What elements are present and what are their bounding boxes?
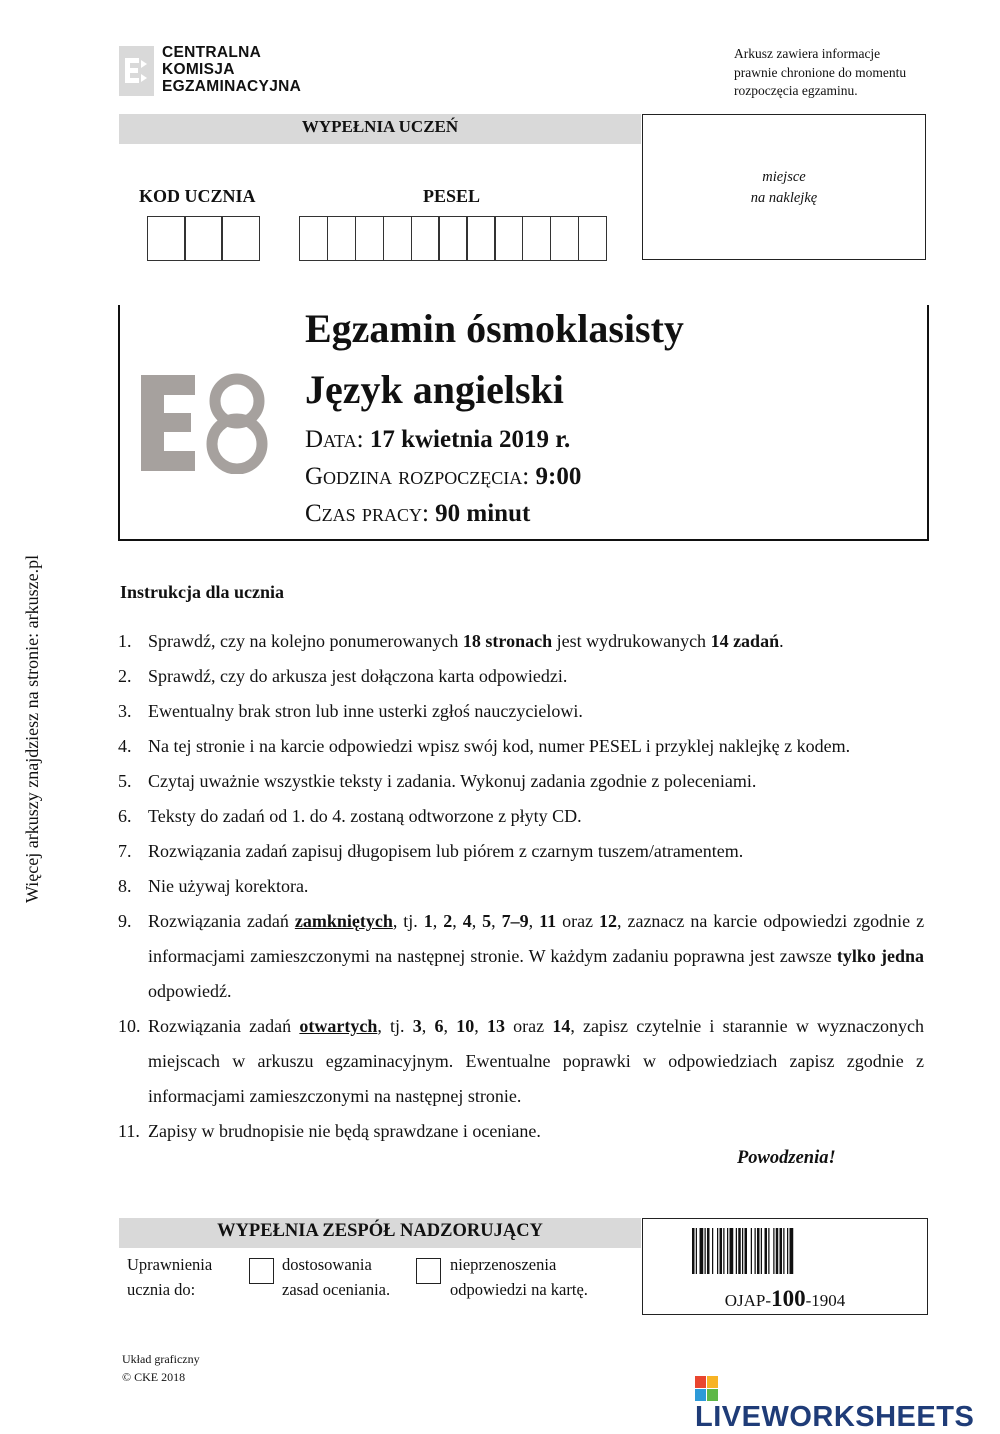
instruction-item <box>118 1009 924 1114</box>
barcode-bar <box>751 1228 752 1274</box>
instruction-item <box>118 799 924 834</box>
barcode-bar <box>723 1228 724 1274</box>
barcode-bar <box>773 1228 774 1274</box>
instruction-text-run: oraz <box>504 1016 553 1036</box>
instruction-emphasis: 7–9 <box>501 911 529 931</box>
sheet-code <box>642 1286 928 1312</box>
liveworksheets-watermark <box>695 1376 1000 1434</box>
sticker-line: miejsce <box>762 169 806 185</box>
exam-duration <box>305 500 530 528</box>
exam-date-value: 17 kwietnia 2019 r. <box>369 426 571 453</box>
student-code-label: KOD UCZNIA <box>139 186 256 206</box>
protected-note-line: Arkusz zawiera informacje <box>734 46 881 61</box>
instruction-number: 4. <box>118 736 132 756</box>
instruction-number: 9. <box>118 911 132 931</box>
instruction-text-run: Rozwiązania zadań <box>148 1016 300 1036</box>
instruction-number: 7. <box>118 841 132 861</box>
barcode-bar <box>696 1228 697 1274</box>
instruction-text-run: , <box>474 1016 487 1036</box>
instruction-number: 1. <box>118 631 132 651</box>
instruction-number: 3. <box>118 701 132 721</box>
barcode-bar <box>780 1228 783 1274</box>
barcode-bar <box>720 1228 723 1274</box>
pesel-cell[interactable] <box>522 216 551 261</box>
pesel-cell[interactable] <box>438 216 467 261</box>
instruction-emphasis: 5 <box>482 911 492 931</box>
supervisor-section-label: WYPEŁNIA ZESPÓŁ NADZORUJĄCY <box>217 1221 543 1241</box>
barcode-bar <box>717 1228 718 1274</box>
rights-line: Uprawnienia <box>127 1255 213 1274</box>
barcode-bar <box>727 1228 728 1274</box>
instruction-text-run: , <box>491 911 502 931</box>
barcode-bar <box>757 1228 760 1274</box>
instruction-number: 6. <box>118 806 132 826</box>
instruction-text-run: , tj. <box>377 1016 413 1036</box>
barcode-bar <box>755 1228 756 1274</box>
layout-credit <box>122 1350 200 1386</box>
instruction-item <box>118 659 924 694</box>
instruction-emphasis: 13 <box>486 1016 505 1036</box>
liveworksheets-logo-icon <box>695 1376 718 1401</box>
sticker-area-label <box>642 167 926 209</box>
instruction-text <box>148 869 924 904</box>
instruction-text-run: Sprawdź, czy do arkusza jest dołączona karta odpowiedzi. <box>148 666 568 686</box>
no-transfer-checkbox[interactable] <box>416 1258 441 1284</box>
instruction-text <box>148 764 924 799</box>
instruction-text <box>148 834 924 869</box>
instruction-text <box>148 624 924 659</box>
instruction-text-run: . <box>779 631 784 651</box>
pesel-cell[interactable] <box>494 216 523 261</box>
barcode-bar <box>765 1228 768 1274</box>
instruction-emphasis: 3 <box>412 1016 422 1036</box>
exam-start-value: 9:00 <box>535 463 582 490</box>
student-code-cell[interactable] <box>184 216 223 261</box>
instruction-text <box>148 904 924 1009</box>
instructions-heading: Instrukcja dla ucznia <box>120 582 285 602</box>
instruction-text-run: Na tej stronie i na karcie odpowiedzi wpisz swój kod, numer PESEL i przyklej naklejkę z kodem. <box>148 736 851 756</box>
instruction-text-run: , <box>471 911 483 931</box>
instruction-item <box>118 729 924 764</box>
instruction-emphasis: 18 stronach <box>462 631 553 651</box>
instruction-number: 11. <box>118 1121 140 1141</box>
instruction-item <box>118 764 924 799</box>
barcode-bar <box>705 1228 706 1274</box>
barcode-bar <box>787 1228 788 1274</box>
sheet-code-prefix: OJAP- <box>724 1291 772 1310</box>
instruction-text <box>148 729 924 764</box>
instruction-text-run: Sprawdź, czy na kolejno ponumerowanych <box>148 631 463 651</box>
barcode-bar <box>736 1228 737 1274</box>
instruction-text-run: odpowiedź. <box>148 981 232 1001</box>
pesel-cell[interactable] <box>411 216 440 261</box>
barcode-bar <box>783 1228 784 1274</box>
pesel-field[interactable] <box>299 216 606 261</box>
instruction-emphasis: 14 <box>552 1016 571 1036</box>
barcode-bar <box>730 1228 734 1274</box>
institution-name <box>162 44 301 95</box>
instruction-text-run: , zaznacz na karcie odpowiedzi zgodnie z informacjami zamieszczonymi na następnej stronie. W każdym zadaniu poprawna jest zawsze <box>148 911 925 966</box>
pesel-cell[interactable] <box>550 216 579 261</box>
pesel-cell[interactable] <box>383 216 412 261</box>
watermark-text: LIVEWORKSHEETS <box>695 1401 975 1433</box>
barcode-bar <box>790 1228 794 1274</box>
credit-line: Układ graficzny <box>122 1352 200 1366</box>
instruction-item <box>118 694 924 729</box>
student-code-cell[interactable] <box>221 216 260 261</box>
instruction-number: 8. <box>118 876 132 896</box>
sheet-code-main: 100 <box>771 1286 806 1311</box>
instruction-text <box>148 694 924 729</box>
exam-duration-label: Czas pracy: <box>305 500 429 527</box>
exam-subject: Język angielski <box>305 367 564 412</box>
pesel-cell[interactable] <box>578 216 607 261</box>
institution-line: KOMISJA <box>162 61 235 78</box>
rights-line: ucznia do: <box>127 1280 196 1299</box>
instruction-text-run: Rozwiązania zadań zapisuj długopisem lub piórem z czarnym tuszem/atramentem. <box>148 841 744 861</box>
good-luck-note: Powodzenia! <box>737 1148 836 1168</box>
adjust-line: zasad oceniania. <box>282 1280 391 1299</box>
instructions-list <box>118 624 924 1149</box>
protected-note-line: rozpoczęcia egzaminu. <box>734 83 858 98</box>
instruction-emphasis: 14 zadań <box>710 631 780 651</box>
exam-start-time <box>305 463 581 491</box>
instruction-item <box>118 869 924 904</box>
barcode-bar <box>776 1228 779 1274</box>
transfer-line: nieprzenoszenia <box>450 1255 557 1274</box>
instruction-text-run: , tj. <box>392 911 424 931</box>
instruction-emphasis: 10 <box>456 1016 475 1036</box>
cke-logo-icon <box>119 46 154 96</box>
instruction-text-run: Zapisy w brudnopisie nie będą sprawdzane i oceniane. <box>148 1121 541 1141</box>
instruction-text-run: , <box>452 911 463 931</box>
instruction-emphasis: zamkniętych <box>294 911 393 931</box>
instruction-emphasis: 2 <box>443 911 453 931</box>
instruction-emphasis: 12 <box>599 911 618 931</box>
exam-title: Egzamin ósmoklasisty <box>305 306 684 351</box>
instruction-text-run: Teksty do zadań od 1. do 4. zostaną odtworzone z płyty CD. <box>148 806 582 826</box>
barcode-bar <box>745 1228 748 1274</box>
adjust-line: dostosowania <box>282 1255 372 1274</box>
instruction-text <box>148 1114 924 1149</box>
instruction-emphasis: 1 <box>423 911 433 931</box>
barcode-bar <box>742 1228 743 1274</box>
instruction-text <box>148 1009 924 1114</box>
instruction-item <box>118 1114 924 1149</box>
e8-logo-icon <box>139 372 277 474</box>
instruction-emphasis: tylko jedna <box>836 946 925 966</box>
pesel-cell[interactable] <box>466 216 495 261</box>
instruction-text-run: Rozwiązania zadań <box>148 911 295 931</box>
barcode-bar <box>768 1228 769 1274</box>
student-code-field[interactable] <box>147 216 259 261</box>
student-code-cell[interactable] <box>147 216 186 261</box>
sheet-code-suffix: -1904 <box>805 1291 846 1310</box>
instruction-text-run: Ewentualny brak stron lub inne usterki zgłoś nauczycielowi. <box>148 701 583 721</box>
pesel-label: PESEL <box>423 186 481 206</box>
instruction-number: 2. <box>118 666 132 686</box>
instruction-text <box>148 799 924 834</box>
exam-date <box>305 426 570 454</box>
instruction-item <box>118 834 924 869</box>
instruction-item <box>118 904 924 1009</box>
instruction-text-run: , zapisz czytelnie i starannie w wyznaczonych miejscach w arkuszu egzaminacyjnym. Ewentualne poprawki w odpowiedziach zapisz zgodnie z informacjami zamieszczonymi na następnej stronie. <box>148 1016 924 1106</box>
institution-line: CENTRALNA <box>162 44 262 61</box>
student-section-label: WYPEŁNIA UCZEŃ <box>301 117 459 136</box>
instruction-text <box>148 659 924 694</box>
barcode-bar <box>738 1228 741 1274</box>
side-website-note: Więcej arkuszy znajdziesz na stronie: arkusze.pl <box>22 554 42 903</box>
sticker-line: na naklejkę <box>750 190 818 206</box>
pesel-cell[interactable] <box>327 216 356 261</box>
barcode-icon <box>692 1228 892 1274</box>
adjust-grading-label <box>282 1252 390 1302</box>
pesel-cell[interactable] <box>355 216 384 261</box>
instruction-emphasis: 6 <box>434 1016 444 1036</box>
transfer-line: odpowiedzi na kartę. <box>450 1280 588 1299</box>
exam-date-label: Data: <box>305 426 364 453</box>
credit-line: © CKE 2018 <box>122 1370 186 1384</box>
barcode-bar <box>712 1228 713 1274</box>
instruction-text-run: jest wydrukowanych <box>552 631 711 651</box>
instruction-item <box>118 624 924 659</box>
adjust-grading-checkbox[interactable] <box>249 1258 274 1284</box>
student-rights-label <box>127 1252 212 1302</box>
instruction-emphasis: 11 <box>539 911 557 931</box>
instruction-text-run: , <box>443 1016 457 1036</box>
instruction-text-run: , <box>528 911 540 931</box>
barcode-bar <box>700 1228 704 1274</box>
instruction-number: 10. <box>118 1016 141 1036</box>
instruction-text-run: , <box>421 1016 435 1036</box>
instruction-text-run: , <box>432 911 444 931</box>
instruction-text-run: Czytaj uważnie wszystkie teksty i zadania. Wykonuj zadania zgodnie z poleceniami. <box>148 771 757 791</box>
instruction-text-run: Nie używaj korektora. <box>148 876 309 896</box>
exam-duration-value: 90 minut <box>435 500 531 527</box>
instruction-text-run: oraz <box>556 911 600 931</box>
protected-info-note <box>734 45 944 101</box>
exam-start-label: Godzina rozpoczęcia: <box>305 463 530 490</box>
instruction-emphasis: otwartych <box>299 1016 378 1036</box>
instruction-emphasis: 4 <box>462 911 472 931</box>
barcode-bar <box>707 1228 710 1274</box>
barcode-bar <box>692 1228 695 1274</box>
institution-line: EGZAMINACYJNA <box>162 78 302 95</box>
pesel-cell[interactable] <box>299 216 328 261</box>
protected-note-line: prawnie chronione do momentu <box>734 64 907 80</box>
no-transfer-label <box>450 1252 588 1302</box>
instruction-number: 5. <box>118 771 132 791</box>
barcode-bar <box>761 1228 762 1274</box>
